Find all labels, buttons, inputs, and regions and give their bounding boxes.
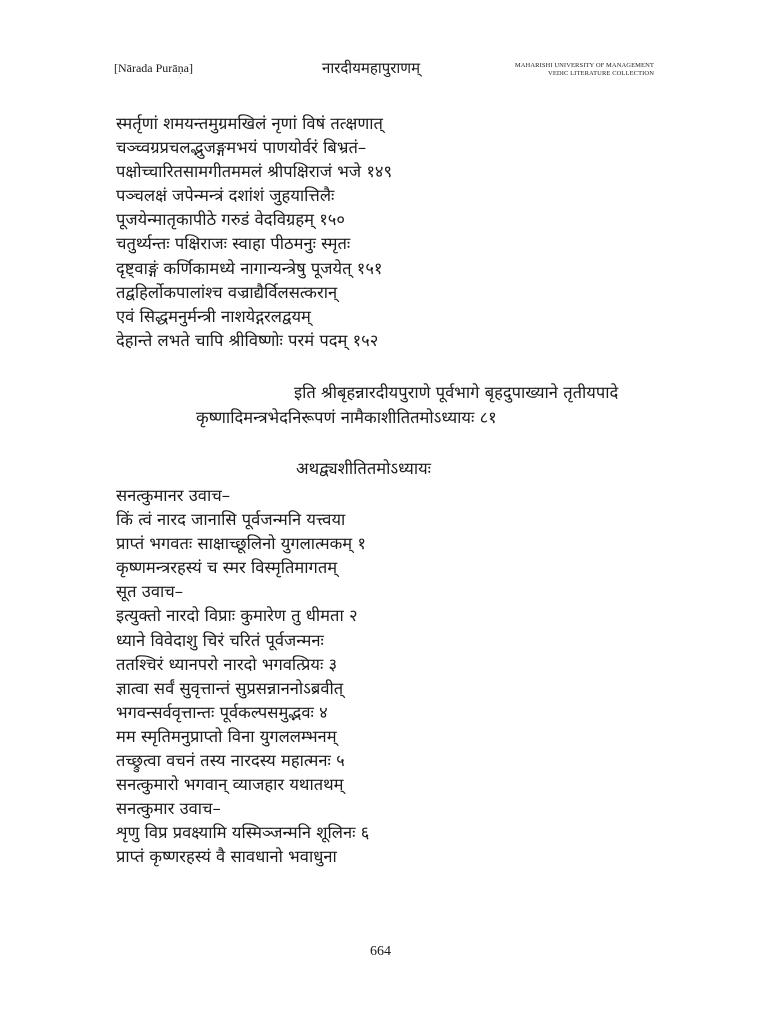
verse-line: सनत्कुमारो भगवान् व्याजहार यथातथम्	[116, 775, 344, 795]
collection-line-1: MAHARISHI UNIVERSITY OF MANAGEMENT	[514, 62, 654, 69]
verse-line: किं त्वं नारद जानासि पूर्वजन्मनि यत्त्वया	[116, 510, 346, 530]
verse-line: दृष्ट्वाङ्गं कर्णिकामध्ये नागान्यन्त्रेषु पूजयेत् १५१	[116, 258, 383, 278]
verse-line: तच्छ्रुत्वा वचनं तस्य नारदस्य महात्मनः ५	[116, 751, 345, 771]
verse-line: चतुर्थ्यन्तः पक्षिराजः स्वाहा पीठमनुः स्मृतः	[116, 234, 351, 254]
verse-line: इत्युक्तो नारदो विप्राः कुमारेण तु धीमता २	[116, 606, 358, 626]
verse-line: चञ्च्वग्रप्रचलद्भुजङ्गमभयं पाणयोर्वरं बिभ्रतं–	[116, 138, 367, 158]
verse-line: एवं सिद्धमनुर्मन्त्री नाशयेद्गरलद्वयम्	[116, 306, 311, 326]
verse-line: ततश्चिरं ध्यानपरो नारदो भगवत्प्रियः ३	[116, 654, 338, 674]
verse-line: तद्वहिर्लोकपालांश्च वज्राद्यैर्विलसत्करान्	[116, 282, 338, 302]
running-header-collection	[515, 62, 654, 78]
chapter-colophon	[116, 380, 676, 430]
verse-line: देहान्ते लभते चापि श्रीविष्णोः परमं पदम् १५२	[116, 330, 379, 350]
verse-block-chapter-81-end	[116, 112, 676, 353]
speaker-line: सनत्कुमार उवाच–	[116, 799, 221, 819]
verse-line: पूजयेन्मातृकापीठे गरुडं वेदविग्रहम् १५०	[116, 210, 345, 230]
colophon-line-2: कृष्णादिमन्त्रभेदनिरूपणं नामैकाशीतितमोऽध्यायः ८१	[196, 408, 497, 427]
verse-line: स्मर्तृणां शमयन्तमुग्रमखिलं नृणां विषं तत्क्षणात्	[116, 114, 383, 133]
speaker-line: सूत उवाच–	[116, 582, 184, 602]
page-number: 664	[370, 944, 391, 959]
verse-line: कृष्णमन्त्ररहस्यं च स्मर विस्मृतिमागतम्	[116, 558, 338, 578]
running-header-left: [Nārada Purāṇa]	[114, 61, 193, 75]
verse-block-chapter-82	[116, 484, 676, 870]
verse-line: मम स्मृतिमनुप्राप्तो विना युगललम्भनम्	[116, 726, 337, 746]
speaker-line: सनत्कुमानर उवाच–	[116, 486, 230, 505]
verse-line: भगवन्सर्ववृत्तान्तः पूर्वकल्पसमुद्भवः ४	[116, 702, 328, 722]
verse-line: प्राप्तं कृष्णरहस्यं वै सावधानो भवाधुना	[116, 847, 337, 867]
verse-line: प्राप्तं भगवतः साक्षाच्छूलिनो युगलात्मकम् १	[116, 534, 366, 554]
verse-line: पक्षोच्चारितसामगीतममलं श्रीपक्षिराजं भजे १४९	[116, 162, 393, 182]
verse-line: शृणु विप्र प्रवक्ष्यामि यस्मिञ्जन्मनि शूलिनः ६	[116, 823, 370, 843]
verse-line: पञ्चलक्षं जपेन्मन्त्रं दशांशं जुहयात्तिलैः	[116, 186, 335, 206]
running-header-title: नारदीयमहापुराणम्	[322, 59, 421, 77]
collection-line-2: VEDIC LITERATURE COLLECTION	[548, 70, 654, 77]
colophon-line-1: इति श्रीबृहन्नारदीयपुराणे पूर्वभागे बृहदुपाख्याने तृतीयपादे	[294, 383, 619, 402]
chapter-heading: अथद्व्यशीतितमोऽध्यायः	[296, 459, 432, 478]
verse-line: ज्ञात्वा सर्वं सुवृत्तान्तं सुप्रसन्नाननोऽब्रवीत्	[116, 678, 344, 698]
verse-line: ध्याने विवेदाशु चिरं चरितं पूर्वजन्मनः	[116, 630, 324, 650]
